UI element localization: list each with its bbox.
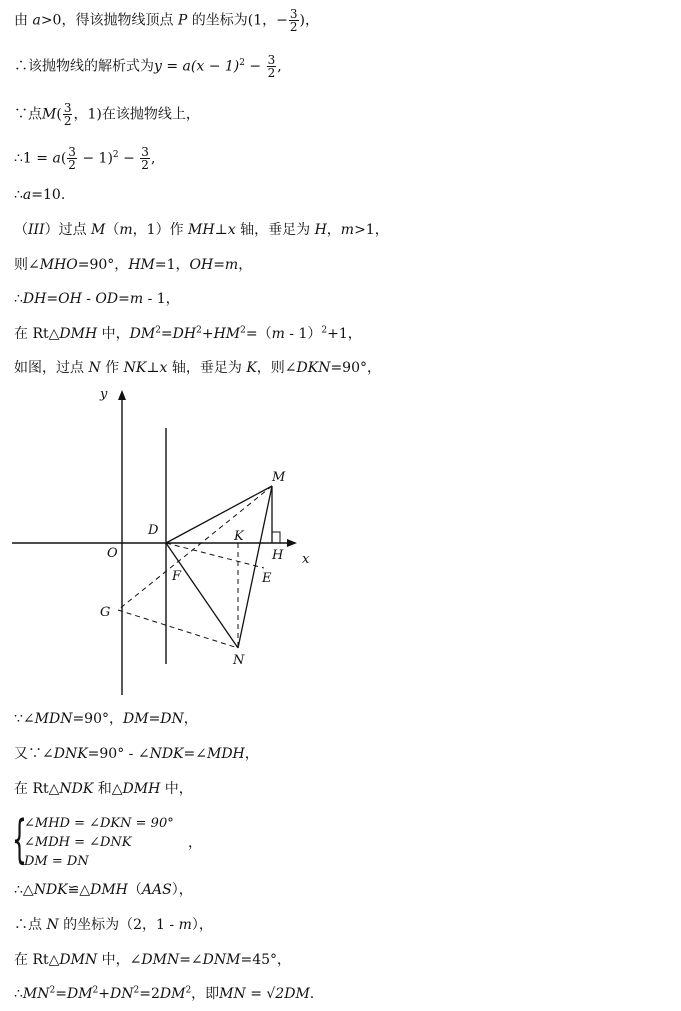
y-axis-arrow bbox=[118, 390, 126, 400]
var: P bbox=[177, 12, 188, 29]
right-angle-marker bbox=[272, 532, 280, 543]
geometry-figure bbox=[0, 380, 330, 700]
line-15: ∴点 N 的坐标为（2，1 - m）， bbox=[14, 917, 213, 933]
label-k: K bbox=[234, 529, 244, 544]
fraction: $\frac{3}{2}$ bbox=[68, 145, 76, 172]
dashed-mg bbox=[118, 486, 272, 610]
line-9: 在 Rt△DMH 中，$DM^2=DH^2+HM^2=(m - 1)^2+1$， bbox=[14, 325, 362, 342]
line-3: ∵点M( $\frac{3}{2}$ ，1)在该抛物线上， bbox=[14, 101, 200, 128]
text: )， bbox=[299, 12, 319, 29]
system-row-1: ∠MHD = ∠DKN = 90° bbox=[24, 816, 174, 831]
label-d: D bbox=[148, 523, 159, 538]
label-o: O bbox=[107, 546, 118, 561]
line-13: 在 Rt△NDK 和△DMH 中， bbox=[14, 781, 193, 797]
left-brace: { bbox=[12, 810, 27, 870]
line-12: 又∵∠DNK=90° - ∠NDK=∠MDH， bbox=[14, 746, 259, 762]
segment-dm bbox=[166, 486, 272, 543]
line-4: ∴1 = a( $\frac{3}{2}$ − 1)$^2$ − $\frac{3}{2}$ , bbox=[14, 145, 156, 172]
dashed-gn bbox=[118, 610, 238, 648]
system-row-2: ∠MDH = ∠DNK bbox=[24, 835, 132, 850]
text: 的坐标为(1，− bbox=[187, 12, 288, 29]
label-x: x bbox=[302, 552, 310, 567]
line-8: ∴DH=OH - OD=m - 1， bbox=[14, 291, 180, 307]
label-f: F bbox=[172, 569, 182, 584]
line-7: 则∠MHO=90°，HM=1，OH=m， bbox=[14, 257, 253, 273]
label-g: G bbox=[100, 605, 111, 620]
label-h: H bbox=[272, 548, 284, 563]
line-6: （III）过点 M（m，1）作 MH⊥x 轴，垂足为 H，m>1， bbox=[14, 222, 389, 238]
line-14: ∴△NDK≌△DMH（AAS）， bbox=[14, 882, 193, 898]
fraction: $\frac{3}{2}$ bbox=[141, 145, 149, 172]
system-row-3: DM = DN bbox=[24, 854, 89, 869]
segment-mn bbox=[238, 486, 272, 648]
text: >0，得该抛物线顶点 bbox=[40, 12, 178, 29]
line-17: $\therefore MN^2=DM^2+DN^2=2DM^2$，即MN = √2DM. bbox=[14, 985, 315, 1002]
fraction: $\frac{3}{2}$ bbox=[267, 53, 276, 80]
line-11: ∵∠MDN=90°，DM=DN， bbox=[14, 711, 198, 727]
line-1 bbox=[14, 8, 319, 33]
line-10: 如图，过点 N 作 NK⊥x 轴，垂足为 K，则∠DKN=90°， bbox=[14, 360, 381, 376]
fraction: $\frac{3}{2}$ bbox=[63, 101, 72, 128]
system-tail: ， bbox=[188, 835, 202, 851]
line-16: 在 Rt△DMN 中，∠DMN=∠DNM=45°， bbox=[14, 952, 292, 968]
var: a bbox=[32, 12, 41, 29]
fraction: $\frac{3}{2}$ bbox=[289, 7, 298, 34]
label-m: M bbox=[272, 470, 286, 485]
formula: y = a(x − 1) bbox=[154, 58, 240, 75]
text: 由 bbox=[14, 12, 33, 29]
label-e: E bbox=[262, 571, 272, 586]
line-5: ∴a=10. bbox=[14, 187, 66, 203]
x-axis-arrow bbox=[287, 539, 297, 547]
label-y: y bbox=[100, 387, 108, 402]
label-n: N bbox=[233, 653, 245, 668]
line-2: ∴该抛物线的解析式为$y = a(x - 1)^2$ − $\frac{3}{2}$ , bbox=[14, 53, 282, 80]
text: ∴该抛物线的解析式为 bbox=[14, 58, 154, 75]
